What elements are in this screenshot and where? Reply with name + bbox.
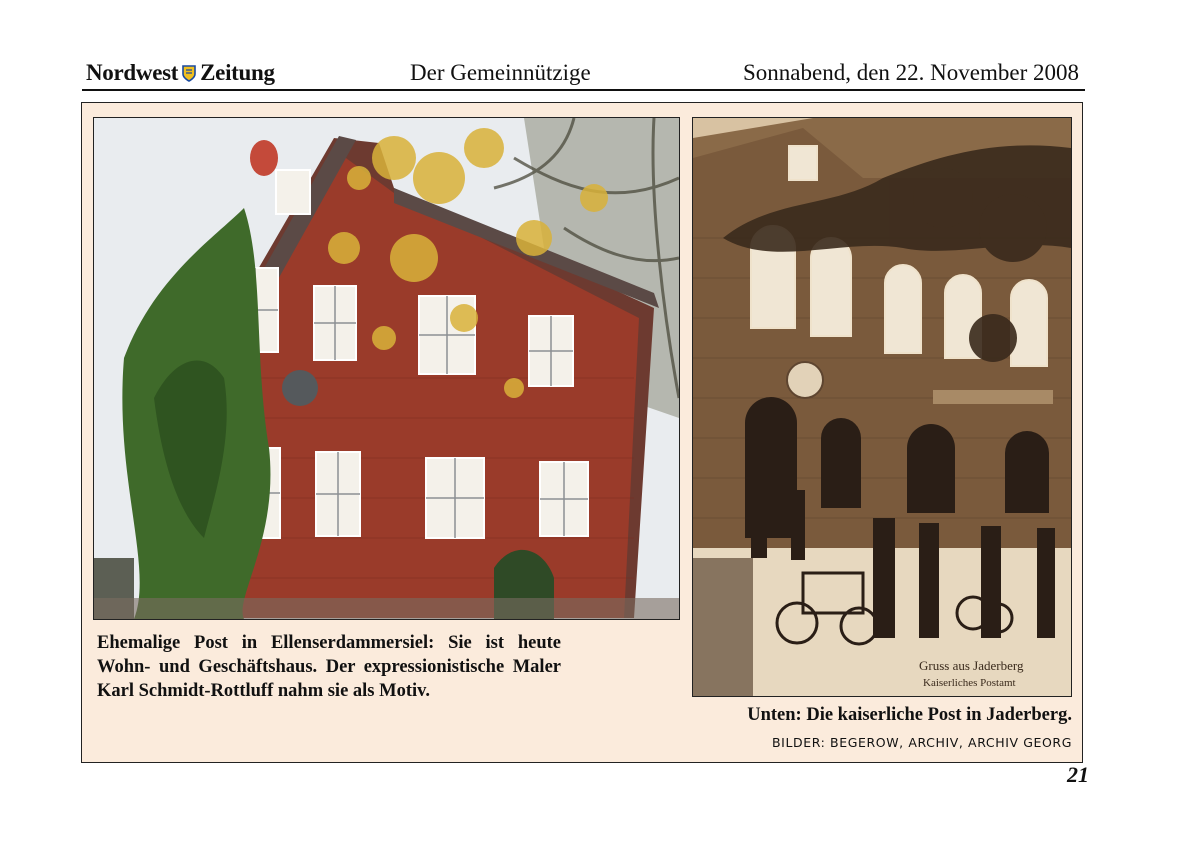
page-number: 21 (1067, 762, 1089, 787)
header-rule (82, 89, 1085, 91)
masthead (82, 58, 1085, 88)
sepia-postcard-illustration (693, 118, 1071, 696)
photo-panel (81, 102, 1083, 763)
brand-name-part2: Zeitung (200, 60, 275, 85)
photo-imperial-post-jaderberg (692, 117, 1072, 697)
caption-left: Ehemalige Post in Ellenserdammersiel: Sie ist heute Wohn- und Geschäftshaus. Der expressionistische Maler Karl Schmidt-Rottluff nahm sie als Motiv. (97, 633, 561, 701)
caption-right: Unten: Die kaiserliche Post in Jaderberg. (747, 705, 1072, 725)
newspaper-logo (86, 60, 275, 86)
photo-credits: BILDER: BEGEROW, ARCHIV, ARCHIV GEORG (772, 735, 1072, 750)
section-title: Der Gemeinnützige (410, 60, 591, 85)
issue-date: Sonnabend, den 22. November 2008 (743, 60, 1079, 85)
postcard-greeting: Gruss aus Jaderberg (919, 658, 1024, 673)
postcard-subtitle: Kaiserliches Postamt (923, 677, 1016, 689)
crest-icon (182, 65, 196, 82)
photo-old-post-office-ellenserdammersiel (93, 117, 680, 620)
brand-name-part1: Nordwest (86, 60, 179, 85)
brick-house-illustration (94, 118, 679, 619)
